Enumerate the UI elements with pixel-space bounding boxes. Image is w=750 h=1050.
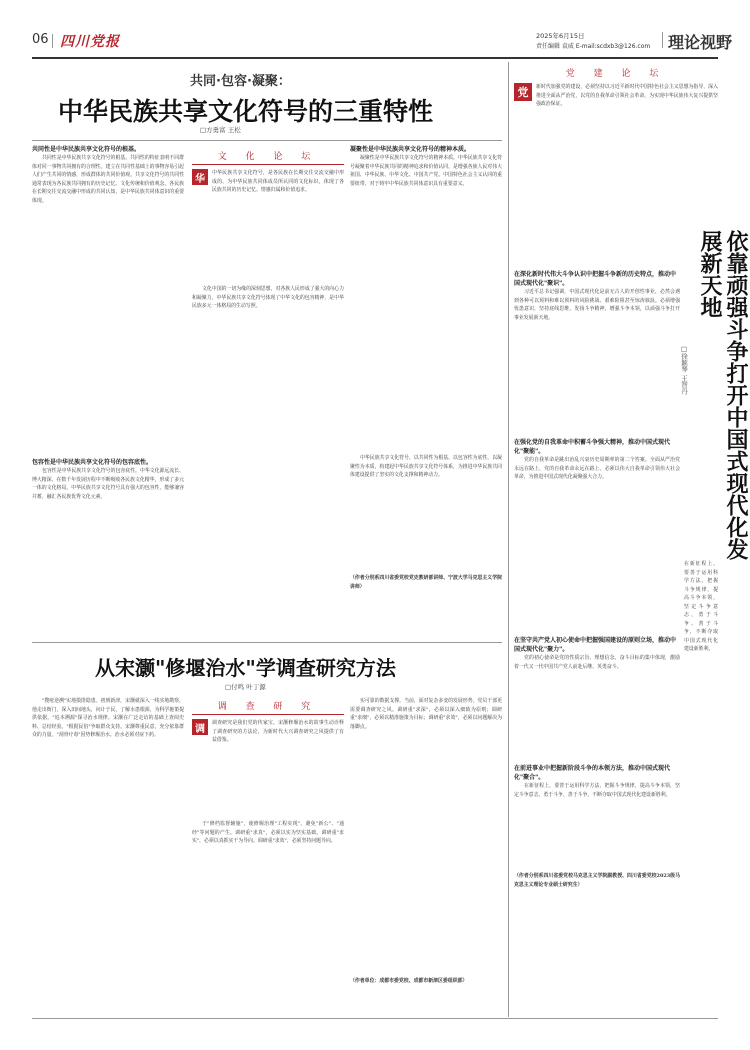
article1-col1-text: 共同性是中华民族共享文化符号的根基。共同性的特征表明不同群体对同一事物共同拥有的合理性。建立在共同性基础上的事物容易引起人们产生共同的情感，形成群体的共同价值观。共享文化符号的共同性通常表现为各民族共同拥有的历史记忆、文化传统和价值观念，各民族在长期交往交流交融中形成的共同认知，是中华民族共同体意识的重要体现。 — [32, 155, 184, 204]
article2-text4: 在新征程上，要善于运用科学方法，把握斗争规律，提高斗争本领，坚定斗争意志，勇于斗争、善于斗争，不断夺取中国式现代化建设新胜利。 — [514, 783, 680, 798]
article2-headline: 依靠顽强斗争打开中国式现代化发展新天地 — [697, 230, 748, 560]
article1-col3-text: 凝聚性是中华民族共享文化符号的精神本质。中华民族共享文化符号凝聚着中华民族共同的精神追求和价值认同，是增强各族人民对伟大祖国、中华民族、中华文化、中国共产党、中国特色社会主义认同的重要纽带，对于铸牢中华民族共同体意识具有重要意义。 — [350, 155, 502, 187]
masthead-rule — [32, 57, 718, 59]
section-title: 理论视野 — [668, 33, 733, 52]
article1-col2-intro: 中华民族共享文化符号，是各民族在长期交往交流交融中形成的、为中华民族共同体成员所认同的文化标识，体现了各民族共同的历史记忆、情感归属和价值追求。 — [212, 170, 344, 193]
article1-kicker: 共同·包容·凝聚： — [190, 74, 291, 89]
article2-sub1: 在深化新时代伟大斗争认识中把握斗争新的历史特点，推动中国式现代化"聚识"。 — [514, 271, 677, 287]
paper-logo: 四川党报 — [60, 34, 120, 50]
sidebar-badge: 党 — [514, 83, 532, 101]
article1-headline: 中华民族共享文化符号的三重特性 — [58, 97, 434, 126]
article3-intro: 调查研究是我们党的传家宝。宋灏修堰治水的故事生动诠释了调查研究的方法论，为新时代大兴调查研究之风提供了有益借鉴。 — [212, 720, 344, 743]
sidebar-text: 新时代加强党的建设，必须坚持以习近平新时代中国特色社会主义思想为指导，深入推进全面从严治党，以党的自我革命引领社会革命，为实现中华民族伟大复兴提供坚强政治保证。 — [536, 84, 718, 107]
article1-col2 — [192, 145, 344, 637]
article1-subhead2: 包容性是中华民族共享文化符号的包容底性。 — [32, 459, 153, 466]
column-separator — [508, 62, 509, 1017]
article2-byline: □徐颖琴 王智丹 — [680, 345, 688, 395]
article3-tag-rule — [192, 714, 344, 715]
article1-byline: □方勇富 王松 — [200, 126, 241, 134]
article2-text3: 党的初心使命是党的性质宗旨、理想信念、奋斗目标的集中体现，激励着一代又一代中国共产党人前赴后继、英勇奋斗。 — [514, 655, 680, 670]
article1-col1-text2: 包容性是中华民族共享文化符号的包容底性。中华文化源远流长、博大精深，在数千年发展历程中不断吸收各民族文化精华，形成了多元一体的文化格局。中华民族共享文化符号具有强大的包容性，能够兼容并蓄，融汇各民族优秀文化元素。 — [32, 468, 184, 500]
article3-col1-text: "搜疮逆溯"实地摸排隐患。初到新津，宋灏就深入一线实地勘察，他走出衙门，深入田间地头，问计于民，了解水患根源，为科学施策提供依据。"追本溯源"探寻治水规律。宋灏在广泛走访的基础上查阅史料、总结经验。"根据民俗"争取群众支持。宋灏尊重民意，充分依靠群众的力量。"刮骨疗毒"因势修堰治水。治水必须对症下药。 — [32, 698, 184, 738]
masthead — [0, 28, 750, 56]
article1-col3 — [350, 145, 502, 637]
article1-author-note: （作者分别系四川省委党校党史教研部讲师、宁波大学马克思主义学院讲师） — [350, 575, 502, 590]
article2-text2: 党的自我革命是跳出治乱兴衰历史周期率的第二个答案。全面从严治党永远在路上，党的自我革命永远在路上。必须以伟大自我革命引领伟大社会革命，为推进中国式现代化凝聚强大合力。 — [514, 457, 680, 480]
masthead-divider — [52, 34, 53, 48]
article3-badge: 调 — [192, 719, 208, 735]
sidebar-editorial — [514, 62, 718, 212]
issue-date: 2025年6月15日 — [536, 32, 585, 40]
article3-col2 — [192, 697, 344, 1017]
article1-col2-tag-rule — [192, 164, 344, 165]
article3-col3-text: 实可靠的数据支撑。当前，面对复杂多变的发展形势，党员干部更需要调查研究之风。调研重"求深"，必须以深入细致为原则；调研重"求细"，必须以精准施策为目标；调研重"求效"，必须以问题解决为落脚点。 — [350, 698, 502, 730]
article1-rule-top — [32, 140, 502, 141]
article2-sub2: 在强化党的自我革命中积蓄斗争强大精神，推动中国式现代化"聚能"。 — [514, 439, 671, 455]
page-number: 06 — [32, 32, 49, 47]
article3-col2-text: 于"修档监督辅施"，使修堰治理"工程实现"，避免"新公"、"通经"等问题的产生。调研重"求真"，必须以实为坚实基础。调研重"求实"，必须以真抓实干为导向。调研重"求效"，必须坚持问题导向。 — [192, 821, 344, 844]
article3-byline: □付鸣 叶丁源 — [225, 683, 266, 691]
article1-col3-text2: 中华民族共享文化符号，以共同性为根基、以包容性为底性、以凝聚性为本质，构建起中华民族共享文化符号体系，为推进中华民族共同体建设提供了坚实的文化支撑和精神动力。 — [350, 455, 502, 478]
article3-headline: 从宋灏"修堰治水"学调查研究方法 — [95, 656, 396, 680]
page-bottom-rule — [32, 1018, 718, 1019]
article3-tag: 调 查 研 究 — [217, 702, 319, 712]
article2-sub4: 在前进事业中把握新阶段斗争的本领方法，推动中国式现代化"聚合"。 — [514, 765, 671, 781]
article1-col2-tag: 文 化 论 坛 — [217, 152, 319, 162]
article1-col2-badge: 华 — [192, 169, 208, 185]
article2-text1: 习近平总书记强调，中国式现代化是前无古人的开创性事业，必然会遇到各种可以预料和难以预料的风险挑战、艰难险阻甚至惊涛骇浪。必须增强忧患意识，坚持底线思维，发扬斗争精神，增强斗争本领，以顽强斗争打开事业发展新天地。 — [514, 289, 680, 321]
article3-col3 — [350, 697, 502, 1017]
editor-credits: 责任编辑 袁威 E-mail:scdxb3@126.com — [536, 43, 651, 50]
article3-rule-top — [32, 642, 502, 643]
article3-author-note: （作者单位：成都市委党校、成都市新津区委组织部） — [350, 978, 468, 984]
article2-sub3: 在坚守共产党人初心使命中把握强国建设的原则立场，推动中国式现代化"聚力"。 — [514, 637, 677, 653]
article2-author-note: （作者分别系四川省委党校马克思主义学院副教授、四川省委党校2023级马克思主义理论专业硕士研究生） — [514, 873, 680, 888]
article2-body-right — [684, 560, 718, 1017]
article1-col2-text: 文化中国的一切为缘的深刻思想，对各族人民形成了强大的向心力和凝聚力，中华民族共享文化符号体现了中华文化的包容精神，是中华民族多元一体格局的生动写照。 — [192, 286, 344, 309]
article3-col1 — [32, 697, 184, 1017]
sidebar-tag: 党 建 论 坛 — [565, 69, 667, 79]
section-divider — [662, 32, 663, 48]
article1-subhead3: 凝聚性是中华民族共享文化符号的精神本质。 — [350, 146, 471, 153]
article2-body — [514, 220, 680, 1017]
article2-text-continued: 在新征程上，要善于运用科学方法，把握斗争规律，提高斗争本领，坚定斗争意志，勇于斗争、善于斗争，不断夺取中国式现代化建设新胜利。 — [684, 561, 718, 652]
article1-col1 — [32, 145, 184, 637]
article1-subhead1: 共同性是中华民族共享文化符号的根基。 — [32, 146, 141, 153]
